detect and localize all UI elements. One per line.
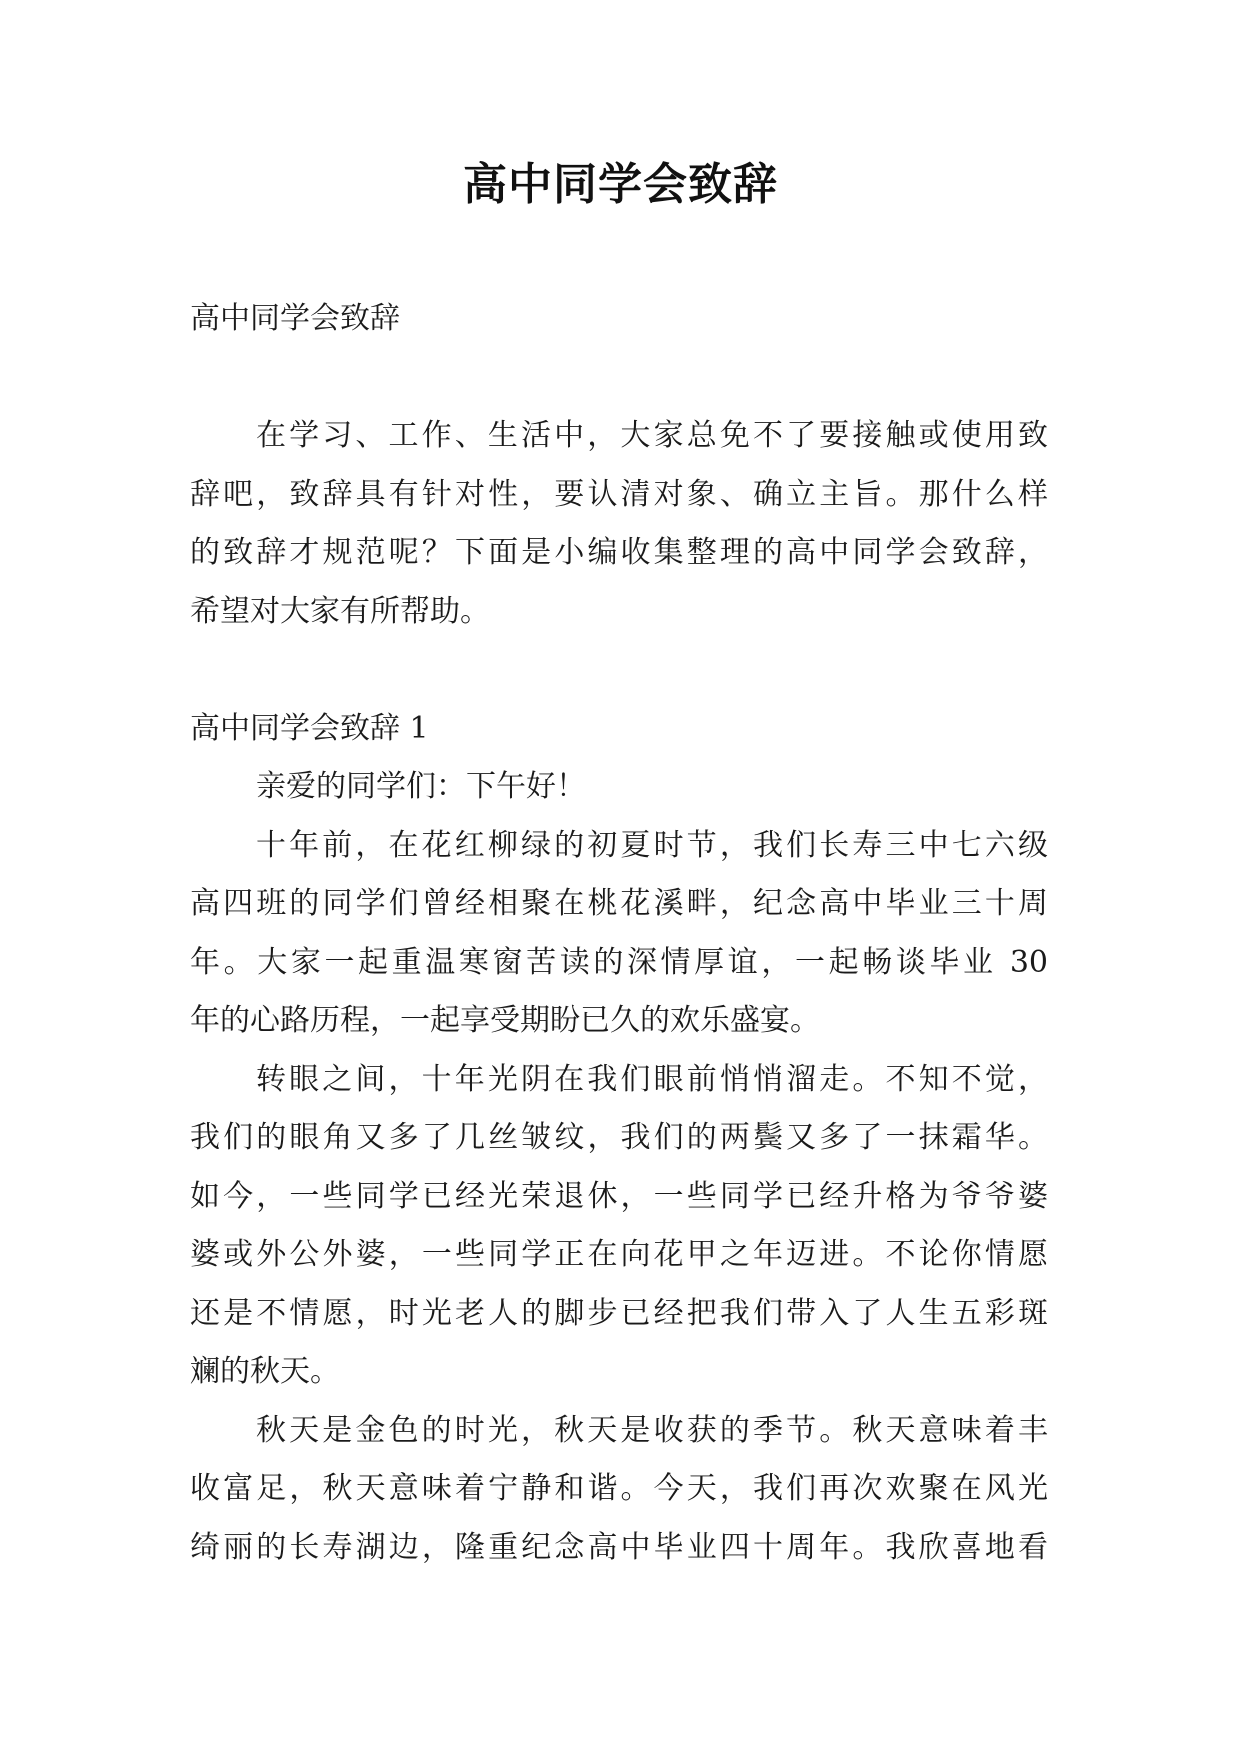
paragraph-line: 绮丽的长寿湖边，隆重纪念高中毕业四十周年。我欣喜地看 (190, 1529, 1048, 1565)
subtitle: 高中同学会致辞 (190, 301, 400, 336)
paragraph-line: 婆或外公外婆，一些同学正在向花甲之年迈进。不论你情愿 (190, 1237, 1048, 1272)
document-title: 高中同学会致辞 (463, 159, 778, 210)
spacer (190, 641, 1048, 700)
paragraph-line: 还是不情愿，时光老人的脚步已经把我们带入了人生五彩斑 (190, 1295, 1048, 1331)
greeting: 亲爱的同学们：下午好！ (256, 769, 586, 804)
paragraph-line: 年的心路历程，一起享受期盼已久的欢乐盛宴。 (190, 1003, 820, 1038)
intro-paragraph (190, 407, 1048, 641)
intro-line: 的致辞才规范呢？下面是小编收集整理的高中同学会致辞， (190, 535, 1048, 570)
paragraph-line: 十年前，在花红柳绿的初夏时节，我们长寿三中七六级 (256, 827, 1048, 863)
paragraph-line: 斓的秋天。 (190, 1354, 340, 1389)
paragraph-line: 年。大家一起重温寒窗苦读的深情厚谊，一起畅谈毕业 30 (190, 944, 1048, 980)
paragraph-line: 如今，一些同学已经光荣退休，一些同学已经升格为爷爷婆 (190, 1178, 1048, 1214)
intro-line: 在学习、工作、生活中，大家总免不了要接触或使用致 (256, 418, 1048, 453)
paragraph-line: 秋天是金色的时光，秋天是收获的季节。秋天意味着丰 (256, 1412, 1048, 1448)
document-body (190, 290, 1048, 1577)
paragraph-line: 高四班的同学们曾经相聚在桃花溪畔，纪念高中毕业三十周 (190, 886, 1048, 921)
spacer (190, 349, 1048, 408)
paragraph-2 (190, 1051, 1048, 1402)
paragraph-line: 收富足，秋天意味着宁静和谐。今天，我们再次欢聚在风光 (190, 1471, 1048, 1506)
intro-line: 希望对大家有所帮助。 (190, 593, 490, 629)
paragraph-1 (190, 817, 1048, 1051)
paragraph-line: 我们的眼角又多了几丝皱纹，我们的两鬓又多了一抹霜华。 (190, 1120, 1048, 1155)
paragraph-line: 转眼之间，十年光阴在我们眼前悄悄溜走。不知不觉， (256, 1061, 1048, 1097)
paragraph-3 (190, 1402, 1048, 1578)
section-heading: 高中同学会致辞 1 (190, 710, 429, 746)
intro-line: 辞吧，致辞具有针对性，要认清对象、确立主旨。那什么样 (190, 476, 1048, 512)
